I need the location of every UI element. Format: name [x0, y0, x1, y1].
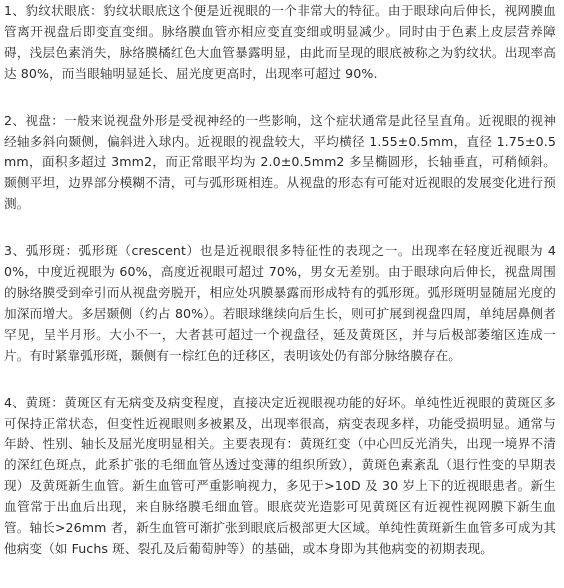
paragraph-macula: 4、黄斑：黄斑区有无病变及病变程度，直接决定近视眼视功能的好坏。单纯性近视眼的黄斑区多可保持正常状态，但变性近视眼则多被累及，出现率很高，病变表现多样，功能受损明显。通常与年龄、性别、轴长及屈光度明显相关。主要表现有：黄斑红变（中心凹反光消失，出现一境界不清的深红色斑点，此系扩张的毛细血管丛透过变薄的组织所致），黄斑色素紊乱（退行性变的早期表现）及黄斑新生血管。新生血管可严重影响视力，多见于>10D 及 30 岁上下的近视眼患者。新生血管常于出血后出现，来自脉络膜毛细血管。眼底荧光造影可见黄斑区有近视性视网膜下新生血管。轴长>26mm 者，新生血管可渐扩张到眼底后极部更大区域。单纯性黄斑新生血管多可成为其他病变（如 Fuchs 斑、裂孔及后葡萄肿等）的基础，或本身即为其他病变的初期表现。: [4, 394, 556, 556]
paragraph-optic-disc: 2、视盘：一般来说视盘外形是受视神经的一些影响，这个症状通常是此径呈直角。近视眼的视神经轴多斜向颞侧，偏斜进入球内。近视眼的视盘较大，平均横径 1.55±0.5mm，直径 1.75±0.5mm，面积多超过 3mm2，而正常眼平均为 2.0±0.5mm2 多呈椭圆形，长轴垂直，可稍倾斜。颞侧平坦，边界部分模糊不清，可与弧形斑相连。从视盘的形态有可能对近视眼的发展变化进行预测。: [4, 112, 556, 212]
paragraph-crescent: 3、弧形斑：弧形斑（crescent）也是近视眼很多特征性的表现之一。出现率在轻度近视眼为 40%，中度近视眼为 60%，高度近视眼可超过 70%，男女无差别。由于眼球向后伸长，视盘周围的脉络膜受到牵引而从视盘旁脱开，相应处巩膜暴露而形成特有的弧形斑。弧形斑明显随屈光度的加深而增大。多居颞侧（约占 80%）。若眼球继续向后生长，则可扩展到视盘四周，单纯居鼻侧者罕见，呈半月形。大小不一，大者甚可超过一个视盘径，延及黄斑区，并与后极部萎缩区连成一片。有时紧靠弧形斑，颞侧有一棕红色的迁移区，表明该处仍有部分脉络膜存在。: [4, 243, 556, 363]
paragraph-leopard-fundus: 1、豹纹状眼底：豹纹状眼底这个便是近视眼的一个非常大的特征。由于眼球向后伸长，视网膜血管离开视盘后即变直变细。脉络膜血管亦相应变直变细或明显减少。同时由于色素上皮层营养障碍，浅层色素消失，脉络膜橘红色大血管暴露明显，由此而呈现的眼底被称之为豹纹状。出现率高达 80%，而当眼轴明显延长、屈光度更高时，出现率可超过 90%.: [4, 3, 556, 81]
